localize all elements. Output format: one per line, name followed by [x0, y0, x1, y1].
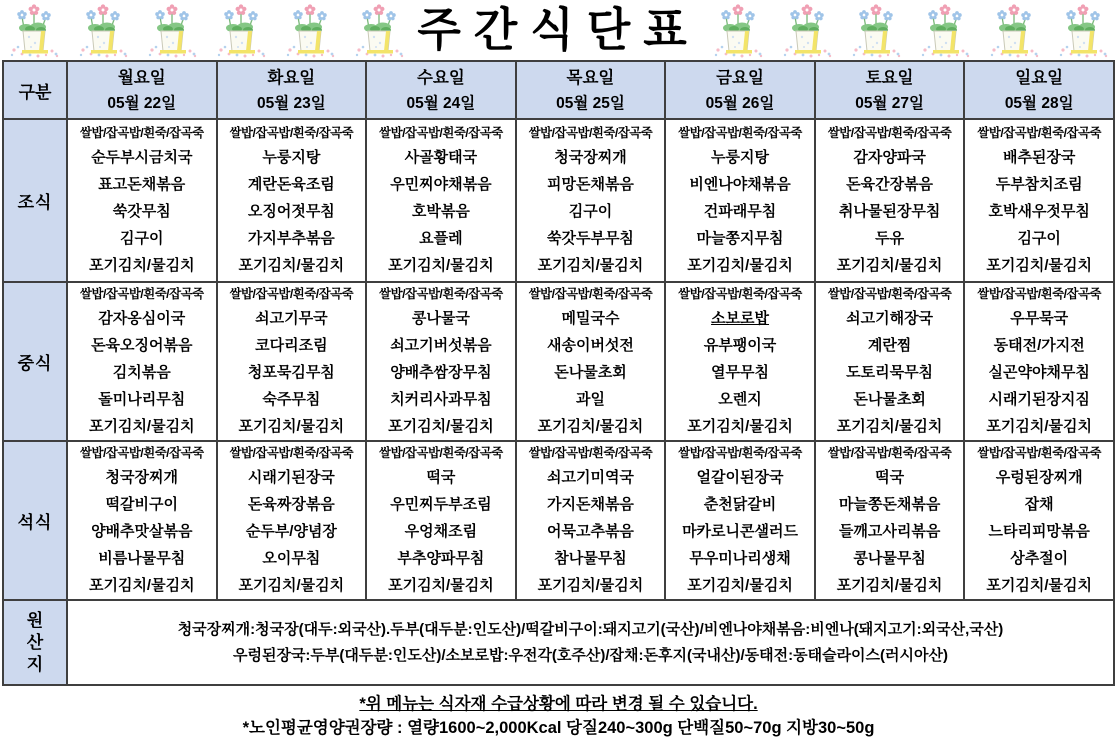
menu-cell-dinner-day3: [366, 441, 516, 600]
menu-item: 쑥갓무침: [112, 203, 171, 220]
day-header-2: [217, 61, 367, 119]
page-title: 주간식단표: [417, 2, 700, 57]
menu-item: 떡국: [875, 469, 905, 486]
menu-cell-dinner-day1: [67, 441, 217, 600]
table-header-row: [3, 61, 1114, 119]
menu-item: 김구이: [1017, 230, 1061, 247]
menu-item: 잡채: [1024, 496, 1054, 513]
footer-note-nutrition: *노인평균영양권장량 : 열량1600~2,000Kcal 당질240~300g 단백질50~70g 지방30~50g: [242, 719, 875, 737]
menu-item: 마늘쫑지무침: [696, 230, 784, 247]
menu-cell-breakfast-day7: [964, 119, 1114, 282]
menu-item: 동태전/가지전: [993, 337, 1085, 354]
menu-item: 쇠고기해장국: [846, 310, 934, 327]
rice-options-line: 쌀밥/잡곡밥/흰죽/잡곡죽: [379, 287, 503, 301]
menu-item: 돈나물초회: [554, 364, 627, 381]
flower-pots-left: [8, 3, 405, 58]
menu-cell-breakfast-day5: [665, 119, 815, 282]
menu-item: 요플레: [419, 230, 463, 247]
menu-item: 건파래무침: [703, 203, 777, 220]
menu-item: 부추양파무침: [397, 550, 485, 567]
flower-pot-icon: [919, 3, 971, 58]
day-date: 05월 25일: [556, 94, 625, 112]
menu-item: 춘천닭갈비: [703, 496, 777, 513]
flower-pot-icon: [988, 3, 1040, 58]
menu-item: 어묵고추볶음: [546, 523, 634, 540]
menu-item: 청국장찌개: [105, 469, 178, 486]
menu-item: 오이무침: [262, 550, 321, 567]
origin-info-cell: [67, 600, 1114, 685]
menu-item: 콩나물국: [411, 310, 470, 327]
origin-row: [3, 600, 1114, 685]
day-date: 05월 22일: [107, 94, 177, 112]
menu-item: 감자옹심이국: [98, 310, 186, 327]
flower-pot-icon: [353, 3, 405, 58]
rice-options-line: 쌀밥/잡곡밥/흰죽/잡곡죽: [977, 126, 1101, 140]
menu-item: 포기김치/물김치: [238, 418, 345, 435]
menu-cell-dinner-day7: [964, 441, 1114, 600]
meal-row-lunch: [3, 282, 1114, 441]
footer-notes: [0, 686, 1117, 741]
menu-item: 포기김치/물김치: [687, 418, 793, 435]
rice-options-line: 쌀밥/잡곡밥/흰죽/잡곡죽: [528, 126, 653, 140]
menu-item: 쑥갓두부무침: [546, 230, 634, 247]
menu-item: 우민찌두부조림: [390, 496, 492, 513]
menu-item: 포기김치/물김치: [687, 257, 793, 274]
menu-item: 포기김치/물김치: [537, 577, 644, 594]
day-date: 05월 23일: [256, 94, 326, 112]
menu-item: 청국장찌개: [554, 149, 627, 166]
menu-item: 사골황태국: [404, 149, 478, 166]
menu-item: 무우미나리생채: [689, 550, 791, 567]
menu-item: 숙주무침: [262, 391, 321, 408]
flower-pot-icon: [712, 3, 764, 58]
menu-item: 쇠고기버섯볶음: [390, 337, 492, 354]
rice-options-line: 쌀밥/잡곡밥/흰죽/잡곡죽: [977, 287, 1101, 301]
menu-item: 청포묵김무침: [247, 364, 335, 381]
menu-item: 시래기된장지짐: [988, 391, 1090, 408]
menu-cell-breakfast-day4: [516, 119, 666, 282]
rice-options-line: 쌀밥/잡곡밥/흰죽/잡곡죽: [80, 126, 204, 140]
menu-item: 순두부/양념장: [245, 523, 337, 540]
day-name: 목요일: [566, 68, 615, 87]
menu-item: 실곤약야채무침: [988, 364, 1090, 381]
flower-pot-icon: [1057, 3, 1109, 58]
rice-options-line: 쌀밥/잡곡밥/흰죽/잡곡죽: [229, 446, 354, 460]
menu-cell-breakfast-day2: [217, 119, 367, 282]
menu-item: 피망돈채볶음: [546, 176, 634, 193]
menu-item: 상추절이: [1010, 550, 1069, 567]
day-header-6: [815, 61, 965, 119]
rice-options-line: 쌀밥/잡곡밥/흰죽/잡곡죽: [827, 287, 952, 301]
menu-item: 포기김치/물김치: [836, 418, 943, 435]
menu-item: 양배추쌈장무침: [390, 364, 492, 381]
menu-item: 떡갈비구이: [105, 496, 178, 513]
menu-item: 배추된장국: [1002, 149, 1076, 166]
rice-options-line: 쌀밥/잡곡밥/흰죽/잡곡죽: [977, 446, 1101, 460]
menu-item: 포기김치/물김치: [238, 577, 345, 594]
menu-item: 비엔나야채볶음: [689, 176, 791, 193]
menu-cell-dinner-day5: [665, 441, 815, 600]
menu-item: 누룽지탕: [262, 149, 321, 166]
day-header-5: [665, 61, 815, 119]
menu-cell-breakfast-day1: [67, 119, 217, 282]
origin-label-char: 원: [26, 610, 44, 630]
flower-pot-icon: [215, 3, 267, 58]
menu-item: 포기김치/물김치: [88, 418, 195, 435]
menu-item: 느타리피망볶음: [988, 523, 1090, 540]
menu-item: 돈육짜장볶음: [247, 496, 335, 513]
menu-cell-lunch-day5: [665, 282, 815, 441]
rice-options-line: 쌀밥/잡곡밥/흰죽/잡곡죽: [229, 287, 354, 301]
menu-item: 김구이: [120, 230, 164, 247]
meal-label-breakfast: 조식: [3, 119, 67, 282]
flower-pot-icon: [146, 3, 198, 58]
menu-item: 포기김치/물김치: [537, 418, 644, 435]
menu-item: 계란돈육조림: [247, 176, 335, 193]
menu-item: 누룽지탕: [711, 149, 770, 166]
rice-options-line: 쌀밥/잡곡밥/흰죽/잡곡죽: [528, 287, 653, 301]
menu-cell-dinner-day6: [815, 441, 965, 600]
menu-item: 열무무침: [711, 364, 770, 381]
flower-pot-icon: [77, 3, 129, 58]
day-name: 일요일: [1015, 68, 1064, 87]
day-name: 수요일: [416, 68, 465, 87]
menu-item: 포기김치/물김치: [88, 257, 195, 274]
menu-item: 감자양파국: [853, 149, 926, 166]
flower-pots-right: [712, 3, 1109, 58]
menu-cell-lunch-day3: [366, 282, 516, 441]
menu-item: 쇠고기미역국: [546, 469, 634, 486]
menu-item: 김치볶음: [112, 364, 171, 381]
menu-cell-lunch-day1: [67, 282, 217, 441]
rice-options-line: 쌀밥/잡곡밥/흰죽/잡곡죽: [528, 446, 653, 460]
menu-item: 포기김치/물김치: [238, 257, 345, 274]
menu-item: 취나물된장무침: [838, 203, 941, 220]
flower-pot-icon: [8, 3, 60, 58]
menu-item: 포기김치/물김치: [986, 418, 1092, 435]
meal-label-lunch: 중식: [3, 282, 67, 441]
meal-label-dinner: 석식: [3, 441, 67, 600]
flower-pot-icon: [284, 3, 336, 58]
day-name: 화요일: [267, 68, 316, 87]
menu-cell-lunch-day7: [964, 282, 1114, 441]
menu-cell-lunch-day6: [815, 282, 965, 441]
flower-pot-icon: [781, 3, 833, 58]
footer-note-change: *위 메뉴는 식자재 수급상황에 따라 변경 될 수 있습니다.: [359, 695, 758, 713]
menu-item: 포기김치/물김치: [388, 257, 494, 274]
menu-item: 돈나물초회: [853, 391, 926, 408]
meal-row-breakfast: [3, 119, 1114, 282]
day-date: 05월 24일: [406, 94, 476, 112]
menu-item: 포기김치/물김치: [986, 577, 1092, 594]
menu-item: 얼갈이된장국: [696, 469, 784, 486]
origin-label-char: 지: [26, 654, 44, 674]
day-name: 월요일: [117, 68, 166, 87]
day-name: 금요일: [716, 68, 764, 87]
menu-item: 표고돈채볶음: [98, 176, 186, 193]
menu-item: 우렁된장찌개: [995, 469, 1083, 486]
menu-item: 떡국: [426, 469, 456, 486]
menu-item: 포기김치/물김치: [88, 577, 195, 594]
origin-label: [3, 600, 67, 685]
day-name: 토요일: [865, 68, 914, 87]
menu-item: 양배추맛살볶음: [91, 523, 193, 540]
menu-item: 시래기된장국: [247, 469, 335, 486]
menu-item: 호박볶음: [411, 203, 470, 220]
menu-item: 오렌지: [718, 391, 762, 408]
menu-item: 포기김치/물김치: [388, 577, 494, 594]
menu-item: 포기김치/물김치: [986, 257, 1092, 274]
menu-item: 포기김치/물김치: [687, 577, 793, 594]
menu-item: 가지돈채볶음: [546, 496, 634, 513]
flower-pot-icon: [850, 3, 902, 58]
menu-cell-lunch-day4: [516, 282, 666, 441]
day-date: 05월 27일: [855, 94, 924, 112]
rice-options-line: 쌀밥/잡곡밥/흰죽/잡곡죽: [229, 126, 354, 140]
day-header-1: [67, 61, 217, 119]
origin-line: 우렁된장국:두부(대두분:인도산)/소보로밥:우전각(호주산)/잡채:돈후지(국내산)/동태전:동태슬라이스(러시아산): [232, 646, 948, 664]
menu-cell-lunch-day2: [217, 282, 367, 441]
menu-item: 돈육오징어볶음: [91, 337, 193, 354]
menu-item: 포기김치/물김치: [836, 257, 943, 274]
menu-item: 들깨고사리볶음: [838, 523, 941, 540]
origin-label-char: 산: [26, 632, 44, 652]
menu-item: 쇠고기무국: [255, 310, 328, 327]
rice-options-line: 쌀밥/잡곡밥/흰죽/잡곡죽: [827, 126, 952, 140]
day-header-4: [516, 61, 666, 119]
menu-item: 마카로니콘샐러드: [682, 523, 798, 540]
rice-options-line: 쌀밥/잡곡밥/흰죽/잡곡죽: [678, 126, 802, 140]
day-date: 05월 28일: [1004, 94, 1074, 112]
menu-item: 메밀국수: [561, 310, 620, 327]
menu-cell-dinner-day4: [516, 441, 666, 600]
origin-line: 청국장찌개:청국장(대두:외국산).두부(대두분:인도산)/떡갈비구이:돼지고기(국산)/비엔나야채볶음:비엔나(돼지고기:외국산,국산): [177, 620, 1004, 638]
menu-item: 코다리조림: [255, 337, 328, 354]
menu-item: 참나물무침: [554, 550, 627, 567]
menu-item: 포기김치/물김치: [537, 257, 644, 274]
rice-options-line: 쌀밥/잡곡밥/흰죽/잡곡죽: [379, 446, 503, 460]
menu-item: 도토리묵무침: [846, 364, 934, 381]
menu-cell-breakfast-day6: [815, 119, 965, 282]
menu-table: [2, 60, 1115, 686]
rice-options-line: 쌀밥/잡곡밥/흰죽/잡곡죽: [80, 446, 204, 460]
menu-item: 김구이: [568, 203, 613, 220]
rice-options-line: 쌀밥/잡곡밥/흰죽/잡곡죽: [827, 446, 952, 460]
menu-item: 우엉채조림: [404, 523, 478, 540]
menu-item: 콩나물무침: [853, 550, 926, 567]
menu-item: 유부팽이국: [703, 337, 777, 354]
corner-label: 구분: [3, 61, 67, 119]
day-header-7: [964, 61, 1114, 119]
menu-item: 돌미나리무침: [98, 391, 186, 408]
rice-options-line: 쌀밥/잡곡밥/흰죽/잡곡죽: [678, 287, 802, 301]
rice-options-line: 쌀밥/잡곡밥/흰죽/잡곡죽: [379, 126, 503, 140]
day-header-3: [366, 61, 516, 119]
menu-item: 두부참치조림: [995, 176, 1083, 193]
day-date: 05월 26일: [705, 94, 775, 112]
title-banner: [0, 0, 1117, 60]
menu-item: 포기김치/물김치: [388, 418, 494, 435]
menu-item: 돈육간장볶음: [846, 176, 934, 193]
menu-item: 치커리사과무침: [390, 391, 492, 408]
menu-item: 새송이버섯전: [546, 337, 634, 354]
meal-row-dinner: [3, 441, 1114, 600]
menu-item: 가지부추볶음: [247, 230, 335, 247]
menu-item: 우무묵국: [1010, 310, 1069, 327]
rice-options-line: 쌀밥/잡곡밥/흰죽/잡곡죽: [678, 446, 802, 460]
menu-item: 비름나물무침: [98, 550, 186, 567]
menu-item: 두유: [875, 230, 905, 247]
menu-item: 마늘쫑돈채볶음: [838, 496, 941, 513]
menu-cell-dinner-day2: [217, 441, 367, 600]
menu-item: 과일: [575, 391, 605, 408]
menu-item: 포기김치/물김치: [836, 577, 943, 594]
menu-item: 순두부시금치국: [91, 149, 193, 166]
menu-item: 호박새우젓무침: [988, 203, 1090, 220]
menu-item: 우민찌야채볶음: [390, 176, 492, 193]
menu-item: 소보로밥: [711, 310, 770, 327]
rice-options-line: 쌀밥/잡곡밥/흰죽/잡곡죽: [80, 287, 204, 301]
menu-cell-breakfast-day3: [366, 119, 516, 282]
menu-item: 계란찜: [867, 337, 912, 354]
menu-item: 오징어젓무침: [247, 203, 335, 220]
